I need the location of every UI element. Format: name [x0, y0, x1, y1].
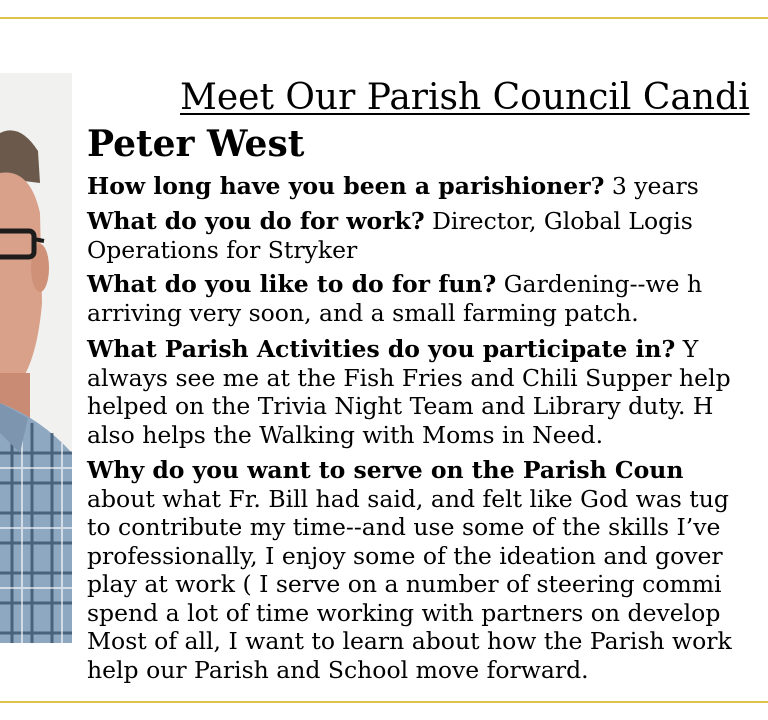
qa-work [87, 207, 768, 264]
answer-line: to contribute my time--and use some of the skills I’ve [87, 513, 721, 541]
answer-line: play at work ( I serve on a number of steering commi [87, 570, 722, 598]
answer-line: Director, Global Logis [432, 207, 693, 235]
answer-line: about what Fr. Bill had said, and felt like God was tug [87, 484, 729, 513]
question-work: What do you do for work? [87, 207, 425, 235]
answer-line: professionally, I enjoy some of the ideation and gover [87, 541, 723, 570]
qa-activities [87, 335, 768, 449]
candidate-photo [0, 73, 72, 643]
question-why-serve: Why do you want to serve on the Parish Coun [87, 456, 684, 484]
answer-line: Gardening--we h [503, 270, 703, 298]
answer-line: Y [675, 335, 699, 363]
question-fun: What do you like to do for fun? [87, 270, 497, 298]
answer-line: spend a lot of time working with partners on develop [87, 598, 721, 627]
question-tenure: How long have you been a parishioner? [87, 172, 605, 200]
page-heading: Meet Our Parish Council Candi [180, 77, 750, 118]
answer-line: also helps the Walking with Moms in Need. [87, 420, 604, 449]
answer-line: helped on the Trivia Night Team and Library duty. H [87, 392, 714, 420]
answer-line: Most of all, I want to learn about how the Parish work [87, 627, 732, 655]
qa-why-serve [87, 456, 768, 684]
qa-tenure [87, 172, 768, 201]
answer-line: always see me at the Fish Fries and Chili Supper help [87, 363, 731, 392]
answer-line: arriving very soon, and a small farming patch. [87, 298, 639, 327]
question-activities: What Parish Activities do you participate in? [87, 335, 676, 363]
answer-line: help our Parish and School move forward. [87, 655, 589, 684]
answer-line: 3 years [611, 172, 699, 200]
candidate-name: Peter West [87, 123, 305, 165]
answer-line: Operations for Stryker [87, 235, 358, 264]
qa-fun [87, 270, 768, 327]
top-border-rule [0, 17, 768, 19]
bottom-border-rule [0, 701, 768, 703]
